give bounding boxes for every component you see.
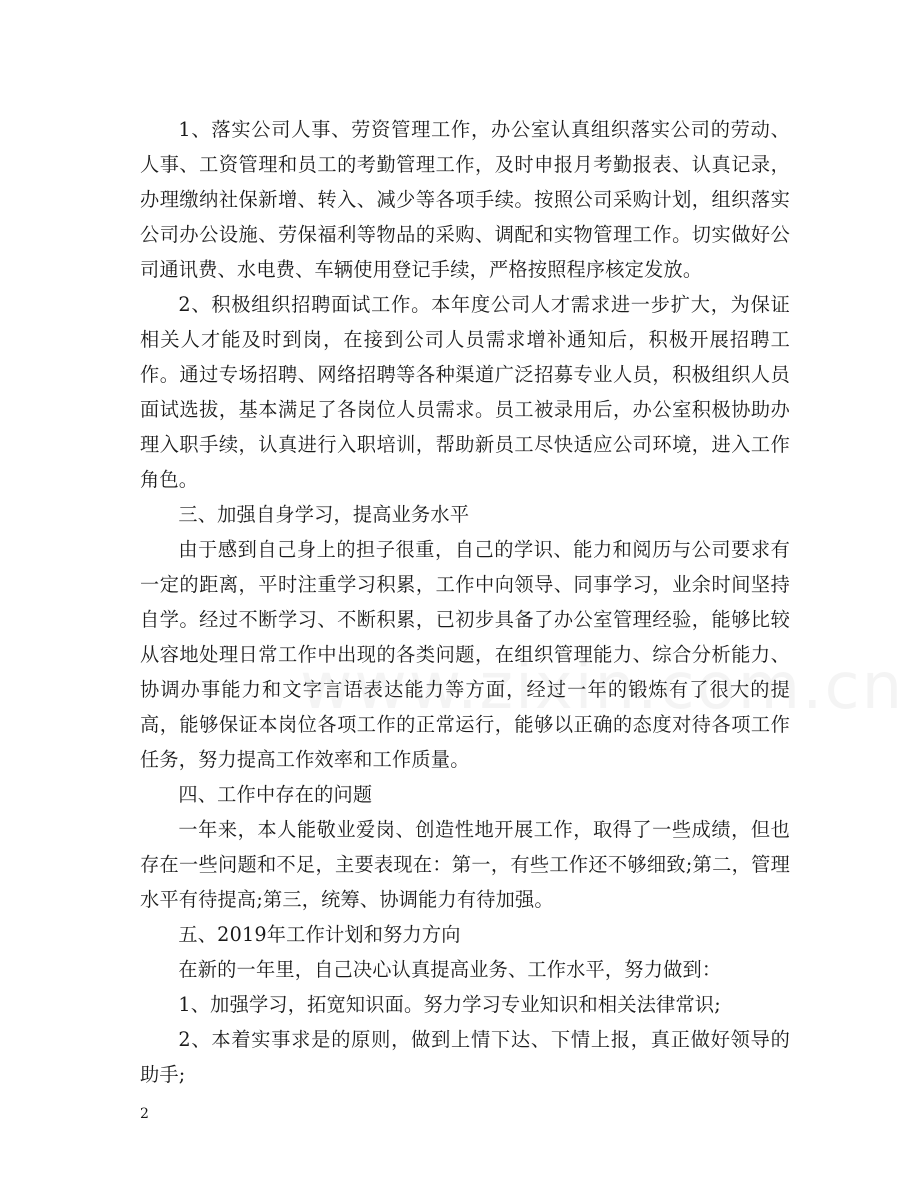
paragraph-plan-item-2: 2、本着实事求是的原则，做到上情下达、下情上报，真正做好领导的助手; (140, 1028, 790, 1086)
paragraph-plan-item-1: 1、加强学习，拓宽知识面。努力学习专业知识和相关法律常识; (178, 993, 721, 1016)
heading-self-study: 三、加强自身学习，提高业务水平 (178, 503, 470, 526)
paragraph-self-study: 由于感到自己身上的担子很重，自己的学识、能力和阅历与公司要求有一定的距离，平时注重学习积累，工作中向领导、同事学习，业余时间坚持自学。经过不断学习、不断积累，已初步具备了办公室管理经验，能够比较从容地处理日常工作中出现的各类问题，在组织管理能力、综合分析能力、协调办事能力和文字言语表达能力等方面，经过一年的锻炼有了很大的提高，能够保证本岗位各项工作的正常运行，能够以正确的态度对待各项工作任务，努力提高工作效率和工作质量。 (140, 538, 790, 771)
heading-work-plan: 五、2019年工作计划和努力方向 (178, 923, 461, 946)
document-body (140, 112, 790, 1092)
paragraph-recruitment: 2、积极组织招聘面试工作。本年度公司人才需求进一步扩大，为保证相关人才能及时到岗，在接到公司人员需求增补通知后，积极开展招聘工作。通过专场招聘、网络招聘等各种渠道广泛招募专业人员，积极组织人员面试选拔，基本满足了各岗位人员需求。员工被录用后，办公室积极协助办理入职手续，认真进行入职培训，帮助新员工尽快适应公司环境，进入工作角色。 (140, 293, 790, 491)
page-number: 2 (140, 1106, 149, 1122)
heading-problems: 四、工作中存在的问题 (178, 783, 373, 806)
paragraph-problems: 一年来，本人能敬业爱岗、创造性地开展工作，取得了一些成绩，但也存在一些问题和不足，主要表现在：第一，有些工作还不够细致;第二，管理水平有待提高;第三，统筹、协调能力有待加强。 (140, 818, 790, 911)
paragraph-plan-intro: 在新的一年里，自己决心认真提高业务、工作水平，努力做到： (178, 958, 722, 981)
paragraph-personnel-management: 1、落实公司人事、劳资管理工作，办公室认真组织落实公司的劳动、人事、工资管理和员工的考勤管理工作，及时申报月考勤报表、认真记录，办理缴纳社保新增、转入、减少等各项手续。按照公司采购计划，组织落实公司办公设施、劳保福利等物品的采购、调配和实物管理工作。切实做好公司通讯费、水电费、车辆使用登记手续，严格按照程序核定发放。 (140, 118, 790, 281)
